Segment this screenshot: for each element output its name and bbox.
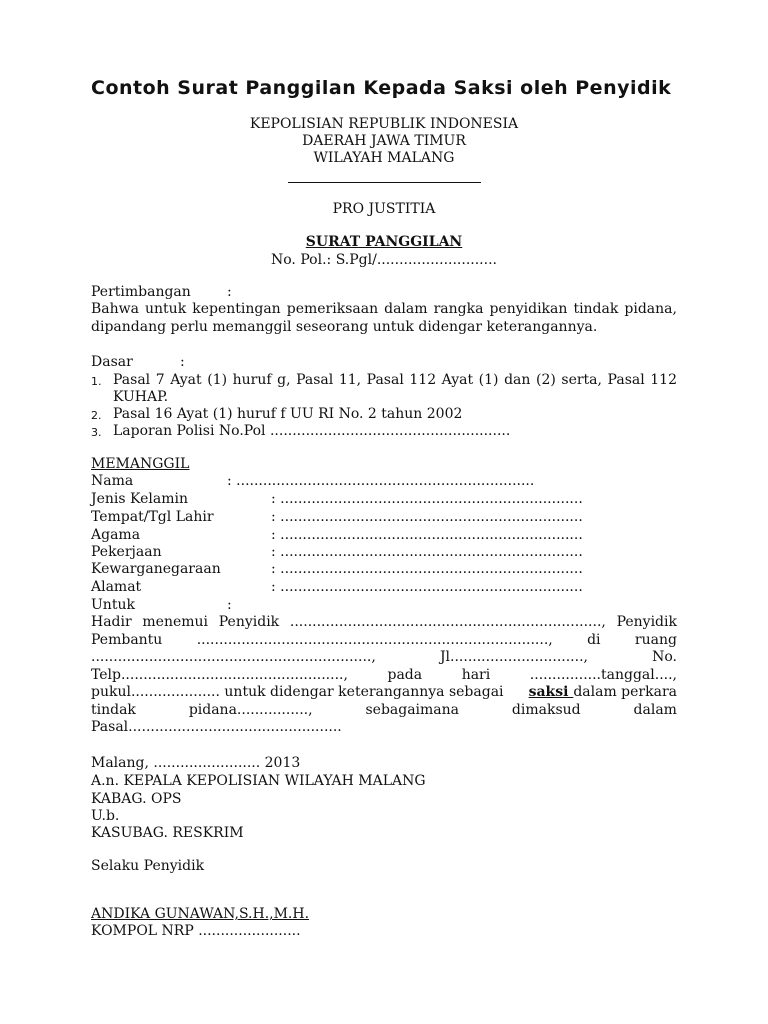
purpose-line-7: Pasal................................................: [91, 719, 342, 735]
list-number: 1.: [91, 375, 102, 388]
header-region: DAERAH JAWA TIMUR: [302, 133, 466, 149]
purpose-line-5-start: pukul.................... untuk didengar keterangannya sebagai: [91, 684, 508, 700]
field-label-untuk: Untuk: [91, 597, 135, 613]
purpose-line-2: [91, 632, 677, 650]
field-value-alamat: : ....................................................................: [271, 579, 583, 595]
letter-title: SURAT PANGGILAN: [305, 234, 463, 250]
word: ......................................................................,: [289, 614, 606, 630]
word: ................tanggal....,: [529, 666, 677, 683]
word: tindak: [91, 701, 136, 718]
word: dimaksud: [511, 701, 581, 718]
word: ...............................................................................,: [196, 631, 553, 648]
word: ruang: [634, 631, 677, 648]
word: dalam: [384, 301, 428, 317]
signatory-role: Selaku Penyidik: [91, 858, 205, 874]
word: untuk: [145, 301, 187, 317]
kabag-ops: KABAG. OPS: [91, 791, 182, 807]
word: Bahwa: [91, 301, 139, 317]
word: Pembantu: [91, 631, 163, 648]
word: Hadir: [91, 614, 132, 630]
list-text: Pasal 16 Ayat (1) huruf f UU RI No. 2 tahun 2002: [113, 406, 463, 422]
purpose-line-6: [91, 702, 677, 720]
field-value-tempat-tgl-lahir: : ....................................................................: [271, 509, 583, 525]
field-label-nama: Nama: [91, 473, 134, 489]
field-value-jenis-kelamin: : ....................................................................: [271, 491, 583, 507]
header-area: WILAYAH MALANG: [313, 150, 455, 166]
dasar-colon: :: [180, 354, 185, 370]
memanggil-heading: MEMANGGIL: [91, 456, 190, 472]
purpose-line-4: [91, 667, 677, 685]
saksi-emphasis: saksi: [528, 684, 574, 700]
pertimbangan-label: Pertimbangan: [91, 284, 191, 300]
word: Penyidik: [218, 614, 280, 630]
field-value-kewarganegaraan: : ....................................................................: [271, 561, 583, 577]
purpose-line-3: [91, 649, 677, 667]
on-behalf-of: A.n. KEPALA KEPOLISIAN WILAYAH MALANG: [91, 773, 426, 789]
word: penyidikan: [489, 301, 568, 317]
word: dalam: [633, 701, 677, 718]
field-colon-untuk: :: [227, 597, 232, 613]
header-divider: [288, 182, 481, 183]
word: kepentingan: [192, 301, 281, 317]
word: pidana,: [624, 301, 677, 317]
list-item: [91, 423, 677, 440]
field-label-alamat: Alamat: [91, 579, 142, 595]
pertimbangan-text: [91, 301, 677, 336]
list-item: [91, 406, 677, 423]
pro-justitia: PRO JUSTITIA: [332, 201, 436, 217]
field-value-agama: : ....................................................................: [271, 527, 583, 543]
place-date: Malang, ........................ 2013: [91, 755, 301, 771]
word: No.: [652, 649, 677, 665]
field-label-kewarganegaraan: Kewarganegaraan: [91, 561, 221, 577]
pertimbangan-line-1: [91, 301, 677, 319]
kasubag-reskrim: KASUBAG. RESKRIM: [91, 825, 244, 841]
list-number: 3.: [91, 426, 102, 439]
signatory-name: ANDIKA GUNAWAN,S.H.,M.H.: [91, 906, 310, 922]
pertimbangan-colon: :: [227, 284, 232, 300]
list-item: [91, 372, 677, 406]
word: hari: [461, 666, 491, 683]
ub: U.b.: [91, 808, 120, 824]
pertimbangan-line-2: dipandang perlu memanggil seseorang untuk didengar keterangannya.: [91, 318, 598, 335]
word: pemeriksaan: [286, 301, 379, 317]
purpose-line-5: [91, 684, 677, 702]
word: di: [587, 631, 601, 648]
word: Jl..............................,: [439, 649, 588, 665]
header-institution: KEPOLISIAN REPUBLIK INDONESIA: [249, 116, 519, 132]
field-label-pekerjaan: Pekerjaan: [91, 544, 162, 560]
field-label-tempat-tgl-lahir: Tempat/Tgl Lahir: [91, 509, 214, 525]
word: pidana................,: [188, 701, 313, 718]
list-text: Laporan Polisi No.Pol ......................................................: [113, 423, 511, 439]
field-label-agama: Agama: [91, 527, 141, 543]
purpose-line-5-rest: [529, 684, 677, 702]
field-value-pekerjaan: : ....................................................................: [271, 544, 583, 560]
word: Penyidik: [616, 614, 677, 630]
word: pada: [387, 666, 423, 683]
letter-number: No. Pol.: S.Pgl/...........................: [271, 252, 497, 268]
word: Telp..................................................,: [91, 666, 348, 683]
purpose-line-5-end: dalam perkara: [573, 684, 677, 700]
word: ...............................................................,: [91, 649, 376, 665]
word: rangka: [433, 301, 484, 317]
word: menemui: [142, 614, 209, 630]
word: tindak: [573, 301, 619, 317]
signatory-nrp: KOMPOL NRP .......................: [91, 923, 301, 939]
dasar-label: Dasar: [91, 354, 133, 370]
purpose-line-1: [91, 614, 677, 632]
list-text: Pasal 7 Ayat (1) huruf g, Pasal 11, Pasal 112 Ayat (1) dan (2) serta, Pasal 112 KUHAP.: [113, 372, 677, 405]
field-value-nama: : ...................................................................: [227, 473, 535, 489]
word: sebagaimana: [365, 701, 460, 718]
purpose-paragraph: [91, 614, 677, 737]
field-label-jenis-kelamin: Jenis Kelamin: [91, 491, 188, 507]
document-title: Contoh Surat Panggilan Kepada Saksi oleh Penyidik: [91, 77, 672, 99]
list-number: 2.: [91, 409, 102, 422]
dasar-list: [91, 372, 677, 440]
